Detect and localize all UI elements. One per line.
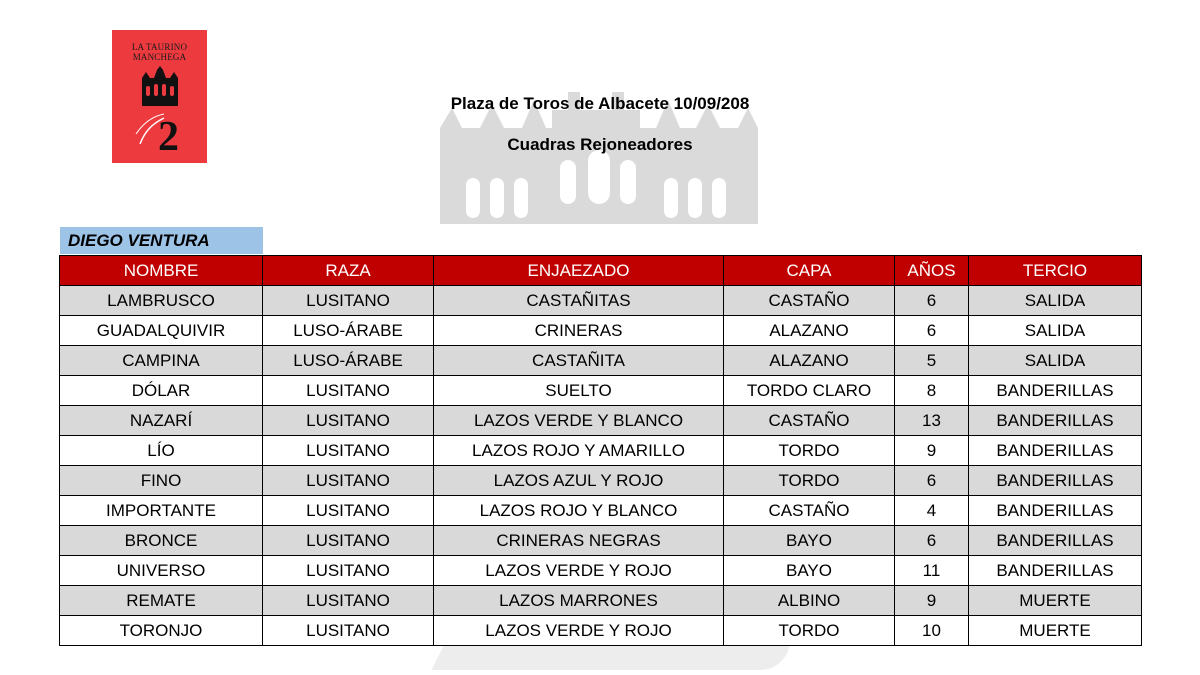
cell-nombre: GUADALQUIVIR	[60, 316, 263, 346]
table-row	[60, 436, 1142, 466]
cell-raza: LUSITANO	[263, 376, 434, 406]
cell-enjaezado: LAZOS ROJO Y BLANCO	[434, 496, 724, 526]
cell-enjaezado: CRINERAS	[434, 316, 724, 346]
bullring-logo-icon	[120, 64, 200, 154]
cell-capa: TORDO	[724, 466, 895, 496]
cell-nombre: REMATE	[60, 586, 263, 616]
cell-anos: 6	[895, 466, 969, 496]
column-header-tercio: TERCIO	[969, 256, 1142, 286]
table-row	[60, 376, 1142, 406]
table-row	[60, 346, 1142, 376]
cell-capa: CASTAÑO	[724, 286, 895, 316]
cell-capa: CASTAÑO	[724, 496, 895, 526]
cell-raza: LUSITANO	[263, 616, 434, 646]
column-header-anos: AÑOS	[895, 256, 969, 286]
cell-anos: 9	[895, 586, 969, 616]
cell-anos: 9	[895, 436, 969, 466]
logo-line2: MANCHEGA	[132, 52, 187, 62]
owner-label: DIEGO VENTURA	[60, 227, 263, 254]
cell-raza: LUSO-ÁRABE	[263, 316, 434, 346]
cell-enjaezado: LAZOS VERDE Y BLANCO	[434, 406, 724, 436]
cell-tercio: BANDERILLAS	[969, 406, 1142, 436]
cell-nombre: IMPORTANTE	[60, 496, 263, 526]
cell-tercio: SALIDA	[969, 316, 1142, 346]
cell-enjaezado: LAZOS ROJO Y AMARILLO	[434, 436, 724, 466]
table-row	[60, 406, 1142, 436]
cell-enjaezado: LAZOS MARRONES	[434, 586, 724, 616]
cell-tercio: BANDERILLAS	[969, 556, 1142, 586]
cell-capa: ALBINO	[724, 586, 895, 616]
cell-anos: 5	[895, 346, 969, 376]
cell-anos: 10	[895, 616, 969, 646]
cell-nombre: CAMPINA	[60, 346, 263, 376]
cell-anos: 6	[895, 526, 969, 556]
table-row	[60, 526, 1142, 556]
table-row	[60, 496, 1142, 526]
cell-enjaezado: SUELTO	[434, 376, 724, 406]
cell-enjaezado: LAZOS AZUL Y ROJO	[434, 466, 724, 496]
table-row	[60, 616, 1142, 646]
cell-tercio: MUERTE	[969, 616, 1142, 646]
cell-anos: 6	[895, 286, 969, 316]
horses-table	[59, 255, 1142, 646]
cell-nombre: BRONCE	[60, 526, 263, 556]
cell-tercio: BANDERILLAS	[969, 466, 1142, 496]
table-row	[60, 466, 1142, 496]
cell-capa: TORDO	[724, 616, 895, 646]
page-subtitle: Cuadras Rejoneadores	[507, 135, 693, 154]
cell-anos: 8	[895, 376, 969, 406]
cell-capa: BAYO	[724, 526, 895, 556]
cell-raza: LUSITANO	[263, 526, 434, 556]
table-row	[60, 586, 1142, 616]
column-header-raza: RAZA	[263, 256, 434, 286]
cell-nombre: LAMBRUSCO	[60, 286, 263, 316]
cell-nombre: NAZARÍ	[60, 406, 263, 436]
cell-raza: LUSITANO	[263, 406, 434, 436]
cell-raza: LUSO-ÁRABE	[263, 346, 434, 376]
cell-nombre: FINO	[60, 466, 263, 496]
cell-raza: LUSITANO	[263, 586, 434, 616]
cell-anos: 6	[895, 316, 969, 346]
table-header-row	[60, 256, 1142, 286]
table-row	[60, 316, 1142, 346]
cell-capa: TORDO	[724, 436, 895, 466]
column-header-enjaezado: ENJAEZADO	[434, 256, 724, 286]
cell-enjaezado: CASTAÑITAS	[434, 286, 724, 316]
cell-capa: CASTAÑO	[724, 406, 895, 436]
cell-tercio: SALIDA	[969, 346, 1142, 376]
cell-enjaezado: LAZOS VERDE Y ROJO	[434, 556, 724, 586]
cell-nombre: UNIVERSO	[60, 556, 263, 586]
taurino-manchega-logo	[112, 30, 207, 163]
cell-raza: LUSITANO	[263, 466, 434, 496]
logo-line1: LA TAURINO	[131, 42, 188, 52]
cell-nombre: LÍO	[60, 436, 263, 466]
logo-number: 2	[157, 114, 179, 154]
cell-tercio: BANDERILLAS	[969, 496, 1142, 526]
column-header-nombre: NOMBRE	[60, 256, 263, 286]
cell-raza: LUSITANO	[263, 286, 434, 316]
cell-raza: LUSITANO	[263, 496, 434, 526]
table-row	[60, 556, 1142, 586]
cell-enjaezado: LAZOS VERDE Y ROJO	[434, 616, 724, 646]
cell-tercio: BANDERILLAS	[969, 526, 1142, 556]
cell-raza: LUSITANO	[263, 556, 434, 586]
cell-enjaezado: CRINERAS NEGRAS	[434, 526, 724, 556]
cell-raza: LUSITANO	[263, 436, 434, 466]
cell-tercio: MUERTE	[969, 586, 1142, 616]
cell-anos: 13	[895, 406, 969, 436]
cell-enjaezado: CASTAÑITA	[434, 346, 724, 376]
cell-anos: 4	[895, 496, 969, 526]
cell-nombre: DÓLAR	[60, 376, 263, 406]
column-header-capa: CAPA	[724, 256, 895, 286]
cell-tercio: SALIDA	[969, 286, 1142, 316]
cell-capa: BAYO	[724, 556, 895, 586]
cell-capa: ALAZANO	[724, 346, 895, 376]
page-title: Plaza de Toros de Albacete 10/09/208	[450, 94, 750, 113]
cell-capa: TORDO CLARO	[724, 376, 895, 406]
cell-capa: ALAZANO	[724, 316, 895, 346]
logo-text	[132, 42, 187, 62]
cell-tercio: BANDERILLAS	[969, 436, 1142, 466]
cell-nombre: TORONJO	[60, 616, 263, 646]
cell-tercio: BANDERILLAS	[969, 376, 1142, 406]
cell-anos: 11	[895, 556, 969, 586]
table-row	[60, 286, 1142, 316]
